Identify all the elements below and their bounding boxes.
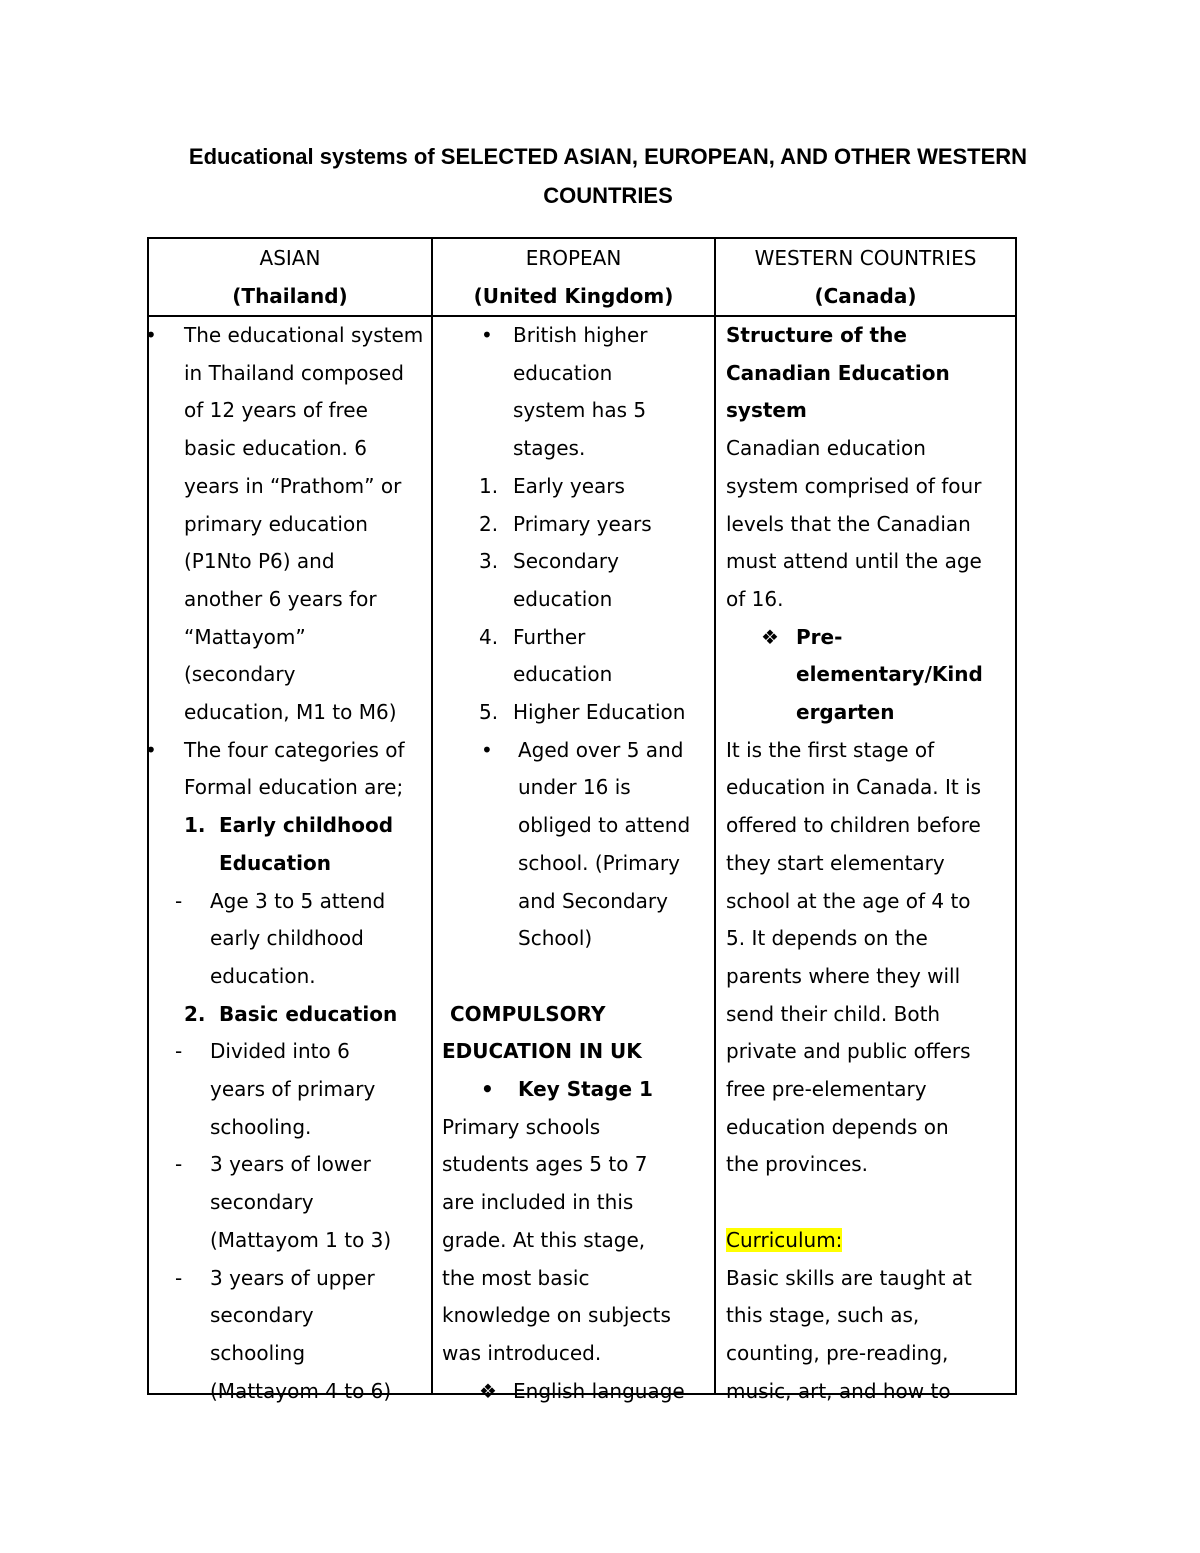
line-text: was introduced. — [442, 1340, 602, 1365]
line-text: Basic education — [219, 1001, 398, 1026]
line-text: EDUCATION IN UK — [442, 1039, 642, 1064]
text-line — [149, 996, 431, 1034]
text-line — [149, 883, 431, 921]
text-line — [433, 581, 714, 619]
text-line — [433, 468, 714, 506]
text-line — [149, 845, 431, 883]
header-country: (United Kingdom) — [473, 284, 674, 308]
line-text: school at the age of 4 to — [726, 888, 971, 913]
text-line — [716, 543, 1015, 581]
text-line — [716, 1109, 1015, 1147]
line-text: grade. At this stage, — [442, 1227, 646, 1252]
title-line-1: Educational systems of SELECTED ASIAN, EUROPEAN, AND OTHER WESTERN — [188, 144, 1028, 169]
text-line — [145, 732, 431, 770]
header-asian — [148, 238, 432, 316]
title-line-2: COUNTRIES — [543, 183, 673, 208]
content-row — [148, 316, 1016, 1394]
text-line — [149, 1109, 431, 1147]
text-line — [716, 506, 1015, 544]
text-line — [433, 1297, 714, 1335]
text-line — [716, 430, 1015, 468]
text-line — [149, 1071, 431, 1109]
list-number: 4. — [479, 624, 499, 649]
dash-icon: - — [175, 1265, 183, 1290]
text-line — [433, 845, 714, 883]
line-text: system comprised of four — [726, 473, 982, 498]
line-text: school. (Primary — [518, 850, 680, 875]
text-line — [433, 1109, 714, 1147]
text-line — [433, 1373, 714, 1411]
text-line — [716, 468, 1015, 506]
western-content — [716, 317, 1015, 1403]
section-heading — [716, 317, 1015, 355]
line-text: English language — [513, 1378, 685, 1403]
text-line — [716, 732, 1015, 770]
text-line — [149, 468, 431, 506]
line-text: Primary schools — [442, 1114, 601, 1139]
text-line — [716, 1373, 1015, 1411]
text-line — [433, 656, 714, 694]
line-text: Age 3 to 5 attend — [210, 888, 386, 913]
line-text: elementary/Kind — [796, 662, 983, 687]
text-line — [149, 430, 431, 468]
line-text: years of primary — [210, 1077, 376, 1102]
line-text: schooling. — [210, 1114, 312, 1139]
text-line — [149, 920, 431, 958]
list-number: 1. — [184, 813, 206, 838]
european-column — [432, 316, 715, 1403]
header-country: (Thailand) — [232, 284, 348, 308]
text-line — [149, 1373, 431, 1411]
text-line — [716, 807, 1015, 845]
line-text: system — [726, 398, 807, 423]
line-text: (Mattayom 4 to 6) — [210, 1378, 392, 1403]
text-line — [433, 920, 714, 958]
line-text: under 16 is — [518, 775, 631, 800]
line-text: primary education — [184, 511, 368, 536]
line-text: obliged to attend — [518, 813, 691, 838]
text-line — [149, 619, 431, 657]
text-line — [433, 807, 714, 845]
line-text: secondary — [210, 1303, 314, 1328]
header-region: EROPEAN — [525, 246, 622, 270]
text-line — [149, 1184, 431, 1222]
text-line — [433, 392, 714, 430]
text-line — [145, 317, 431, 355]
text-line — [433, 1260, 714, 1298]
line-text: education — [513, 360, 613, 385]
text-line — [716, 958, 1015, 996]
text-line — [149, 543, 431, 581]
line-text: Key Stage 1 — [518, 1077, 653, 1102]
line-text: Aged over 5 and — [518, 737, 684, 762]
line-text: Primary years — [513, 511, 652, 536]
list-number: 2. — [479, 511, 499, 536]
line-text: private and public offers — [726, 1039, 971, 1064]
blank-line — [716, 1184, 1015, 1222]
diamond-bullet-icon: ❖ — [761, 624, 779, 649]
text-line — [149, 958, 431, 996]
header-european — [432, 238, 715, 316]
section-heading — [433, 1033, 714, 1071]
header-region: ASIAN — [259, 246, 321, 270]
line-text: “Mattayom” — [184, 624, 306, 649]
line-text: education, M1 to M6) — [184, 700, 397, 725]
bullet-icon: • — [481, 737, 493, 762]
bullet-icon: • — [145, 323, 157, 347]
line-text: another 6 years for — [184, 586, 377, 611]
line-text: the provinces. — [726, 1152, 869, 1177]
text-line — [149, 656, 431, 694]
text-line — [433, 769, 714, 807]
text-line — [716, 845, 1015, 883]
text-line — [149, 1297, 431, 1335]
line-text: they start elementary — [726, 850, 945, 875]
text-line — [149, 581, 431, 619]
document-title — [148, 137, 1068, 215]
line-text: secondary — [210, 1190, 314, 1215]
line-text: education depends on — [726, 1114, 949, 1139]
bullet-icon: • — [481, 323, 493, 347]
text-line — [716, 883, 1015, 921]
text-line — [716, 1033, 1015, 1071]
text-line — [716, 1297, 1015, 1335]
text-line — [716, 619, 1015, 657]
line-text: School) — [518, 926, 593, 951]
list-number: 5. — [479, 700, 499, 725]
line-text: Further — [513, 624, 586, 649]
line-text: Pre- — [796, 624, 843, 649]
header-western — [715, 238, 1016, 316]
text-line — [149, 1033, 431, 1071]
line-text: and Secondary — [518, 888, 668, 913]
text-line — [433, 1222, 714, 1260]
comparison-table — [145, 237, 1017, 1403]
line-text: send their child. Both — [726, 1001, 941, 1026]
text-line — [433, 1146, 714, 1184]
asian-column — [145, 316, 432, 1403]
text-line — [716, 1260, 1015, 1298]
text-line — [433, 694, 714, 732]
line-text: years in “Prathom” or — [184, 473, 402, 498]
line-text: Formal education are; — [184, 775, 404, 800]
bullet-icon: • — [481, 1077, 494, 1102]
text-line — [433, 619, 714, 657]
text-line — [149, 1222, 431, 1260]
list-number: 1. — [479, 473, 499, 498]
line-text: of 16. — [726, 586, 784, 611]
dash-icon: - — [175, 1152, 183, 1177]
line-text: levels that the Canadian — [726, 511, 971, 536]
line-text: of 12 years of free — [184, 398, 368, 423]
text-line — [433, 506, 714, 544]
text-line — [149, 506, 431, 544]
line-text: The four categories of — [184, 737, 405, 762]
list-number: 3. — [479, 549, 499, 574]
line-text: music, art, and how to — [726, 1378, 951, 1403]
line-text: COMPULSORY — [450, 1001, 606, 1026]
text-line — [716, 656, 1015, 694]
text-line — [716, 769, 1015, 807]
line-text: schooling — [210, 1340, 306, 1365]
line-text: parents where they will — [726, 963, 961, 988]
diamond-bullet-icon: ❖ — [479, 1378, 497, 1403]
text-line — [716, 1146, 1015, 1184]
line-text: It is the first stage of — [726, 737, 935, 762]
line-text: Early childhood — [219, 813, 394, 838]
line-text: counting, pre-reading, — [726, 1340, 949, 1365]
dash-icon: - — [175, 1039, 183, 1064]
line-text: education — [513, 586, 613, 611]
text-line — [433, 1071, 714, 1109]
text-line — [433, 355, 714, 393]
text-line — [149, 769, 431, 807]
western-column — [715, 316, 1016, 1403]
line-text: free pre-elementary — [726, 1077, 927, 1102]
line-text: this stage, such as, — [726, 1303, 920, 1328]
text-line — [433, 732, 714, 770]
bullet-icon: • — [145, 737, 157, 762]
line-text: 3 years of upper — [210, 1265, 375, 1290]
line-text: stages. — [513, 436, 586, 461]
line-text: 5. It depends on the — [726, 926, 928, 951]
line-text: (Mattayom 1 to 3) — [210, 1227, 392, 1252]
line-text: Curriculum: — [726, 1227, 843, 1252]
line-text: Canadian education — [726, 436, 926, 461]
text-line — [716, 581, 1015, 619]
text-line — [149, 355, 431, 393]
header-region: WESTERN COUNTRIES — [754, 246, 977, 270]
line-text: education in Canada. It is — [726, 775, 982, 800]
section-heading — [433, 996, 714, 1034]
line-text: Education — [219, 850, 331, 875]
line-text: students ages 5 to 7 — [442, 1152, 648, 1177]
line-text: Canadian Education — [726, 360, 950, 385]
text-line — [716, 1071, 1015, 1109]
line-text: in Thailand composed — [184, 360, 404, 385]
line-text: education — [513, 662, 613, 687]
line-text: The educational system — [184, 323, 424, 347]
line-text: offered to children before — [726, 813, 981, 838]
line-text: early childhood — [210, 926, 364, 951]
text-line — [716, 1335, 1015, 1373]
line-text: (P1Nto P6) and — [184, 549, 335, 574]
line-text: Higher Education — [513, 700, 686, 725]
line-text: system has 5 — [513, 398, 647, 423]
line-text — [433, 964, 439, 988]
text-line — [716, 996, 1015, 1034]
text-line — [149, 694, 431, 732]
section-heading — [716, 355, 1015, 393]
section-heading — [716, 392, 1015, 430]
dash-icon: - — [175, 888, 183, 913]
european-content — [433, 317, 714, 1403]
text-line — [716, 694, 1015, 732]
list-number: 2. — [184, 1001, 206, 1026]
text-line — [433, 430, 714, 468]
line-text: ergarten — [796, 700, 895, 725]
curriculum-label — [716, 1222, 1015, 1260]
line-text: must attend until the age — [726, 549, 982, 574]
text-line — [149, 1260, 431, 1298]
asian-content — [145, 317, 431, 1403]
line-text: Early years — [513, 473, 625, 498]
line-text: are included in this — [442, 1190, 634, 1215]
text-line — [433, 317, 714, 355]
line-text: knowledge on subjects — [442, 1303, 671, 1328]
line-text: basic education. 6 — [184, 436, 367, 461]
header-country: (Canada) — [814, 284, 917, 308]
line-text: education. — [210, 963, 316, 988]
text-line — [716, 920, 1015, 958]
line-text: Divided into 6 — [210, 1039, 350, 1064]
line-text: the most basic — [442, 1265, 590, 1290]
text-line — [433, 543, 714, 581]
text-line — [433, 883, 714, 921]
line-text: Secondary — [513, 549, 619, 574]
text-line — [149, 807, 431, 845]
text-line — [433, 1184, 714, 1222]
line-text: (secondary — [184, 662, 296, 687]
text-line — [149, 392, 431, 430]
line-text: Structure of the — [726, 323, 907, 347]
line-text: British higher — [513, 323, 648, 347]
text-line — [149, 1335, 431, 1373]
text-line — [433, 1335, 714, 1373]
line-text: Basic skills are taught at — [726, 1265, 972, 1290]
line-text — [716, 1190, 722, 1214]
header-row — [148, 238, 1016, 316]
line-text: 3 years of lower — [210, 1152, 371, 1177]
blank-line — [433, 958, 714, 996]
text-line — [149, 1146, 431, 1184]
